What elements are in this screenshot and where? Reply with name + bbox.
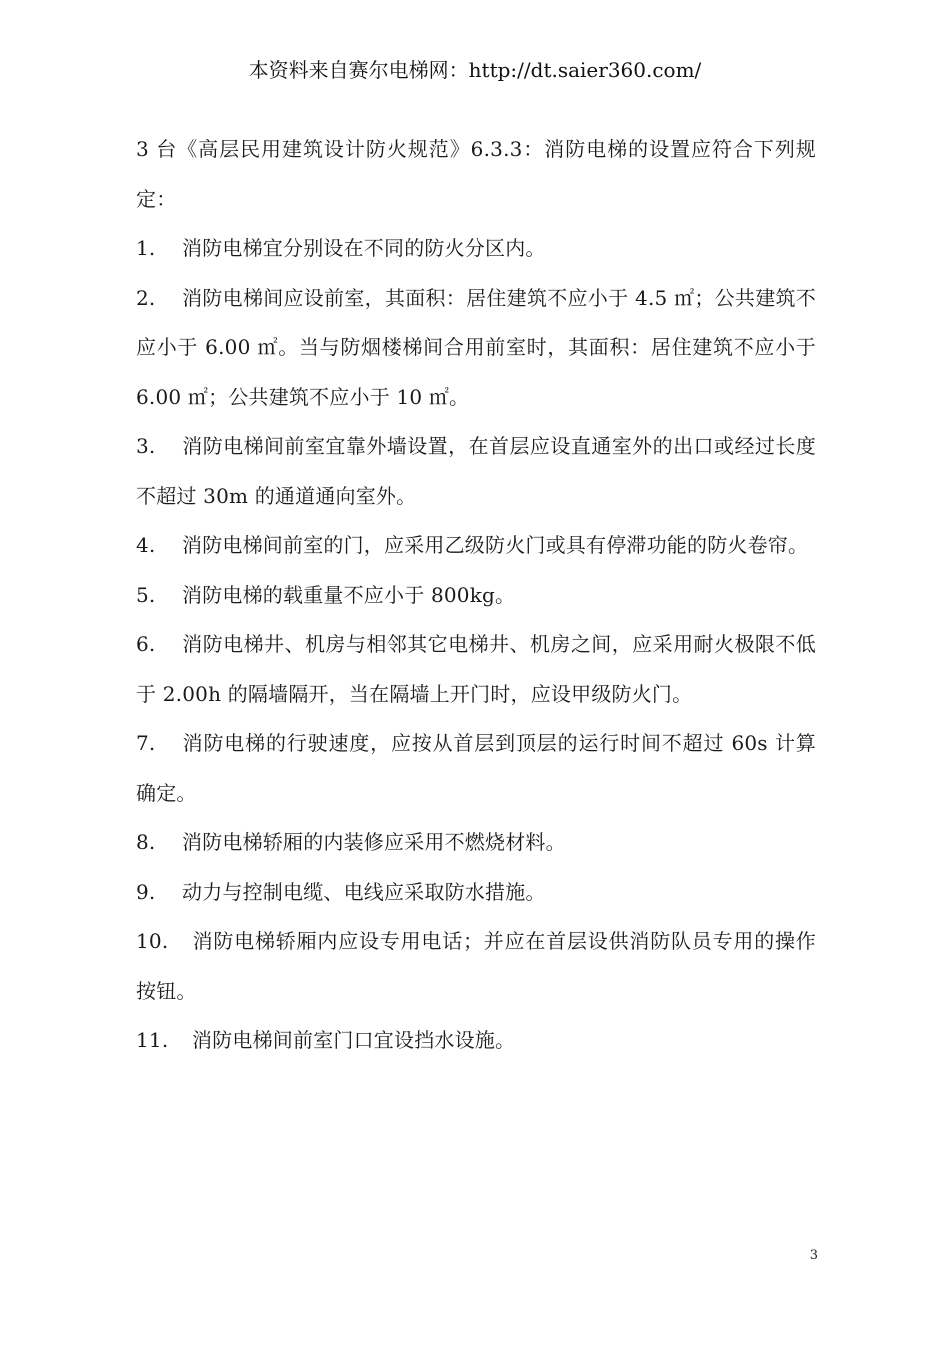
list-item-9 <box>136 868 816 918</box>
item-text: 消防电梯的行驶速度，应按从首层到顶层的运行时间不超过 60s 计算确定。 <box>136 731 816 805</box>
list-item-1 <box>136 224 816 274</box>
item-number: 2. <box>136 285 156 310</box>
item-number: 10. <box>136 929 169 953</box>
item-number: 9. <box>136 879 156 904</box>
page-header <box>0 55 950 85</box>
list-item-10 <box>136 917 816 1016</box>
intro-paragraph: 3 台《高层民用建筑设计防火规范》6.3.3：消防电梯的设置应符合下列规定： <box>136 137 816 211</box>
item-number: 5. <box>136 582 156 607</box>
item-text: 消防电梯间前室门口宜设挡水设施。 <box>192 1028 516 1052</box>
list-item-7 <box>136 719 816 818</box>
list-item-2 <box>136 274 816 423</box>
item-text: 动力与控制电缆、电线应采取防水措施。 <box>182 879 546 904</box>
list-item-11 <box>136 1016 816 1066</box>
page-number: 3 <box>809 1248 818 1263</box>
item-text: 消防电梯间前室的门，应采用乙级防火门或具有停滞功能的防火卷帘。 <box>182 533 809 557</box>
item-number: 7. <box>136 731 156 755</box>
item-number: 11. <box>136 1028 169 1052</box>
item-text: 消防电梯轿厢的内装修应采用不燃烧材料。 <box>182 830 566 854</box>
item-text: 消防电梯井、机房与相邻其它电梯井、机房之间，应采用耐火极限不低于 2.00h 的隔墙隔开，当在隔墙上开门时，应设甲级防火门。 <box>136 632 816 706</box>
list-item-4 <box>136 521 816 571</box>
list-item-6 <box>136 620 816 719</box>
list-item-5 <box>136 571 816 621</box>
item-number: 3. <box>136 434 156 458</box>
list-item-8 <box>136 818 816 868</box>
item-number: 6. <box>136 632 156 656</box>
item-text: 消防电梯轿厢内应设专用电话；并应在首层设供消防队员专用的操作按钮。 <box>136 929 816 1003</box>
list-item-3 <box>136 422 816 521</box>
item-text: 消防电梯宜分别设在不同的防火分区内。 <box>182 236 546 260</box>
item-text: 消防电梯间应设前室，其面积：居住建筑不应小于 4.5 ㎡；公共建筑不应小于 6.00 ㎡。当与防烟楼梯间合用前室时，其面积：居住建筑不应小于 6.00 ㎡；公共建筑不应小于 10 ㎡。 <box>136 285 816 409</box>
item-text: 消防电梯的载重量不应小于 800kg。 <box>182 582 516 607</box>
item-number: 8. <box>136 830 156 854</box>
item-number: 1. <box>136 236 156 260</box>
header-source-text: 本资料来自赛尔电梯网：http://dt.saier360.com/ <box>248 58 702 82</box>
item-number: 4. <box>136 533 156 557</box>
document-body <box>136 125 816 1066</box>
item-text: 消防电梯间前室宜靠外墙设置，在首层应设直通室外的出口或经过长度不超过 30m 的通道通向室外。 <box>136 434 816 508</box>
